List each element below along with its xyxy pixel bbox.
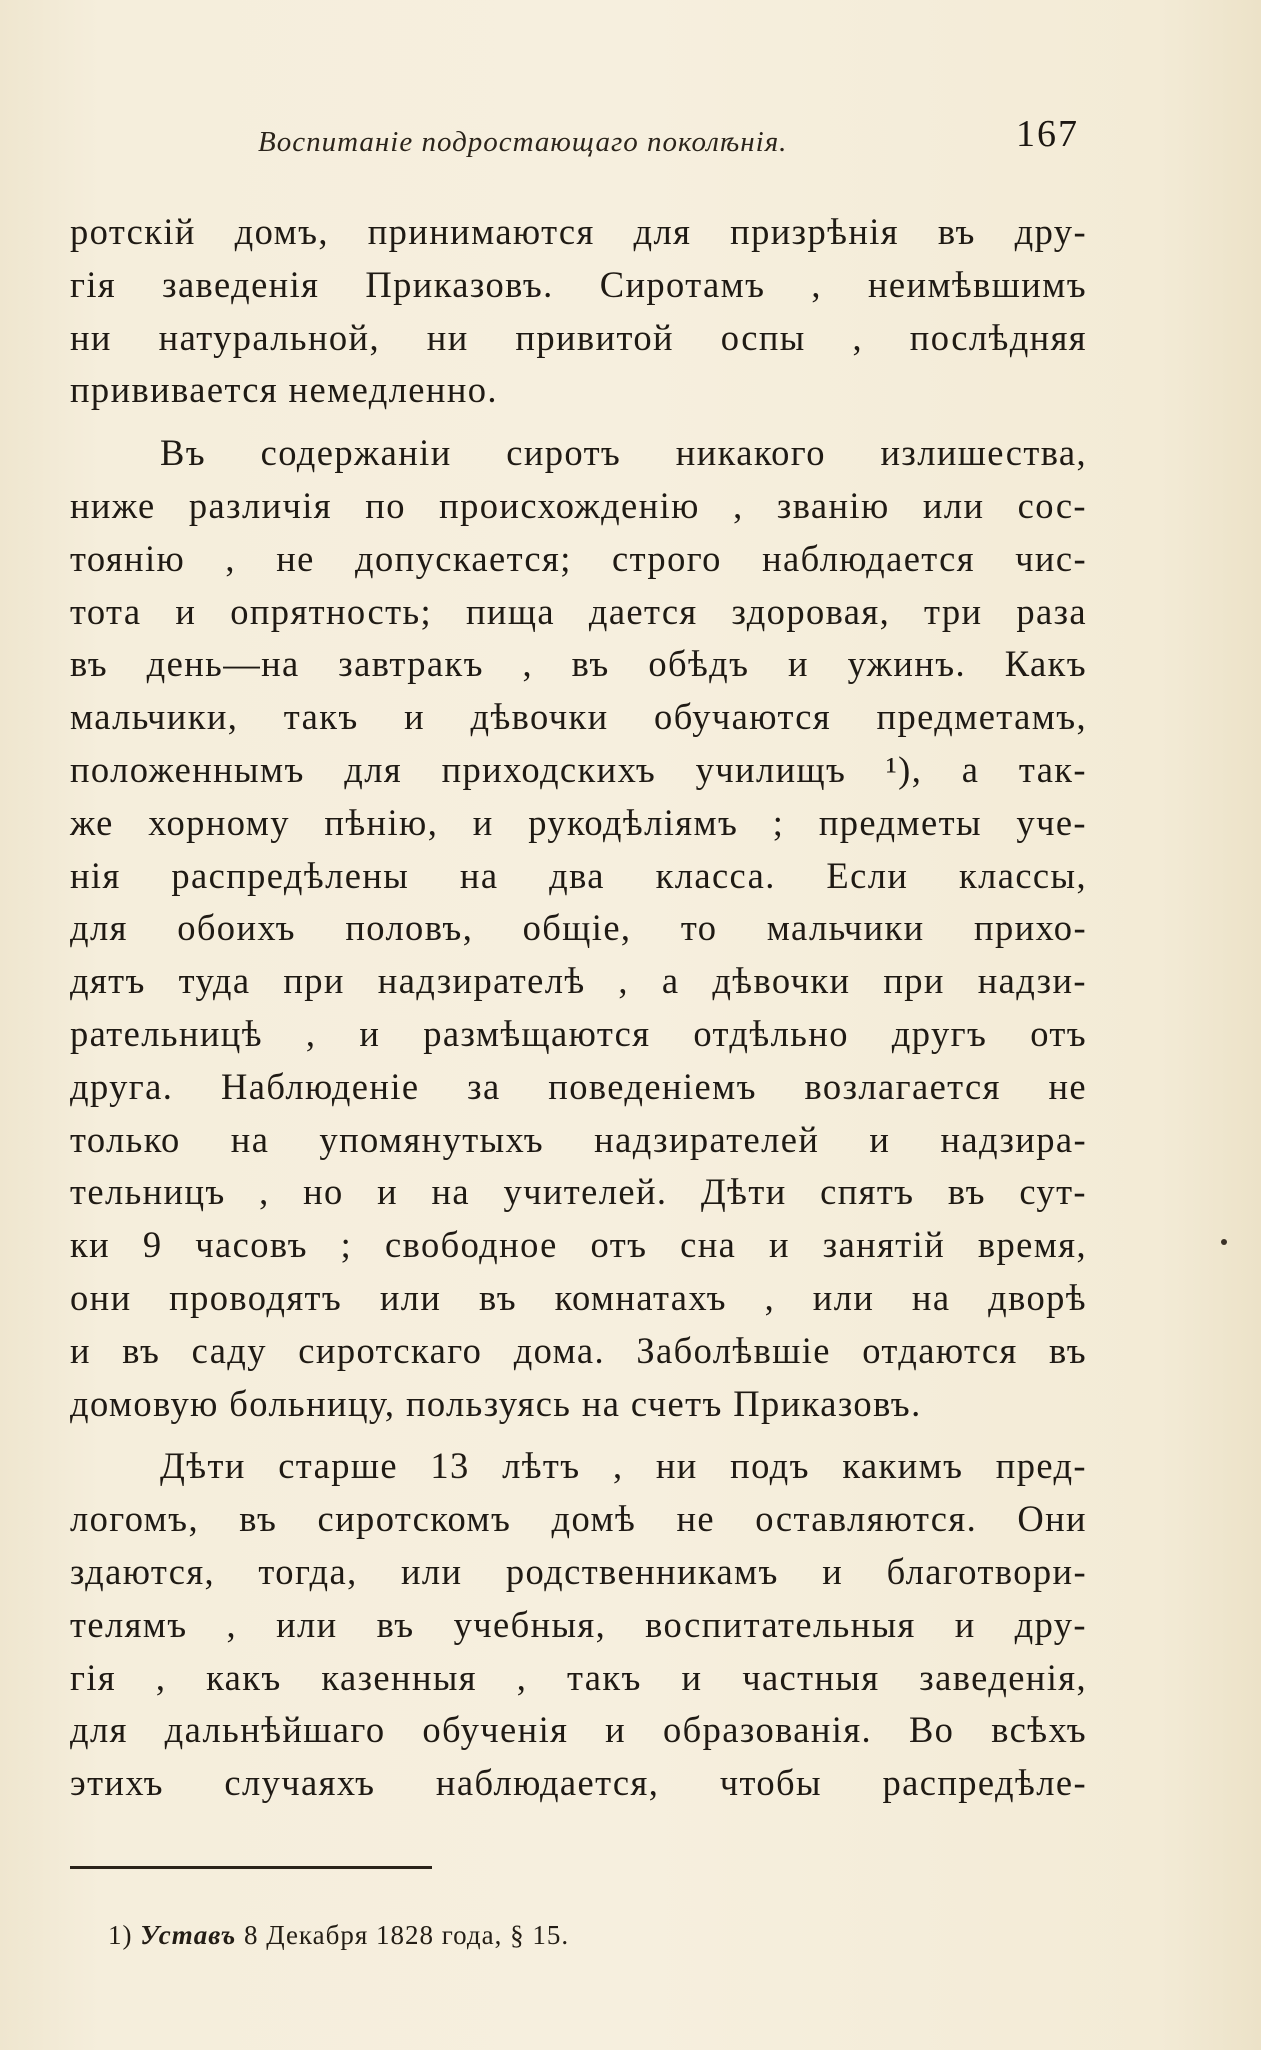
- text-line: для дальнѣйшаго обученія и образованія. Во всѣхъ: [70, 1709, 1087, 1751]
- text-line: положеннымъ для приходскихъ училищъ ¹), а так-: [70, 748, 1087, 790]
- text-line: гія , какъ казенныя , такъ и частныя заведенія,: [70, 1656, 1087, 1698]
- text-line: ки 9 часовъ ; свободное отъ сна и занятій время,: [70, 1224, 1087, 1266]
- footnote: [108, 1920, 569, 1951]
- text-line: тота и опрятность; пища дается здоровая, три раза: [70, 590, 1087, 632]
- footnote-source: Уставъ: [140, 1920, 237, 1950]
- text-line: гія заведенія Приказовъ. Сиротамъ , неимѣвшимъ: [70, 263, 1087, 305]
- text-line: они проводятъ или въ комнатахъ , или на дворѣ: [70, 1276, 1087, 1318]
- text-line: ни натуральной, ни привитой оспы , послѣдняя: [70, 316, 1087, 358]
- text-line: прививается немедленно.: [70, 369, 498, 411]
- text-line: Дѣти старше 13 лѣтъ , ни подъ какимъ пред-: [160, 1445, 1087, 1487]
- footnote-divider: [70, 1866, 432, 1869]
- text-line: тоянію , не допускается; строго наблюдается чис-: [70, 537, 1087, 579]
- text-line: этихъ случаяхъ наблюдается, чтобы распредѣле-: [70, 1762, 1087, 1804]
- text-line: же хорному пѣнію, и рукодѣліямъ ; предметы уче-: [70, 801, 1087, 843]
- text-line: только на упомянутыхъ надзирателей и надзира-: [70, 1118, 1087, 1160]
- text-line: логомъ, въ сиротскомъ домѣ не оставляются. Они: [70, 1498, 1087, 1540]
- paragraph-1: [70, 206, 1087, 417]
- text-line: и въ саду сиротскаго дома. Заболѣвшіе отдаются въ: [70, 1329, 1087, 1371]
- text-line: дятъ туда при надзирателѣ , а дѣвочки при надзи-: [70, 960, 1087, 1002]
- text-line: ротскій домъ, принимаются для призрѣнія въ дру-: [70, 211, 1087, 252]
- text-line: въ день—на завтракъ , въ обѣдъ и ужинъ. Какъ: [70, 643, 1087, 685]
- text-line: мальчики, такъ и дѣвочки обучаются предметамъ,: [70, 696, 1087, 738]
- footnote-text: 8 Декабря 1828 года, § 15.: [243, 1920, 570, 1950]
- page-number: 167: [1016, 113, 1079, 155]
- running-title: Воспитаніе подростающаго поколѣнія.: [258, 126, 788, 158]
- text-line: домовую больницу, пользуясь на счетъ Приказовъ.: [70, 1382, 922, 1424]
- text-line: тельницъ , но и на учителей. Дѣти спятъ въ сут-: [70, 1171, 1087, 1213]
- text-line: рательницѣ , и размѣщаются отдѣльно другъ отъ: [70, 1012, 1087, 1054]
- text-line: для обоихъ половъ, общіе, то мальчики прихо-: [70, 907, 1087, 949]
- text-line: телямъ , или въ учебныя, воспитательныя и дру-: [70, 1603, 1087, 1645]
- paragraph-2: [70, 427, 1087, 1430]
- text-line: здаются, тогда, или родственникамъ и благотвори-: [70, 1550, 1087, 1592]
- text-line: друга. Наблюденіе за поведеніемъ возлагается не: [70, 1065, 1087, 1107]
- text-line: Въ содержаніи сиротъ никакого излишества,: [160, 432, 1087, 474]
- footnote-marker: 1): [108, 1920, 133, 1950]
- body-text: [70, 206, 1087, 1810]
- paragraph-3: [70, 1440, 1087, 1810]
- text-line: ниже различія по происхожденію , званію или сос-: [70, 484, 1087, 526]
- ink-spot: [1221, 1239, 1227, 1245]
- text-line: нія распредѣлены на два класса. Если классы,: [70, 854, 1087, 896]
